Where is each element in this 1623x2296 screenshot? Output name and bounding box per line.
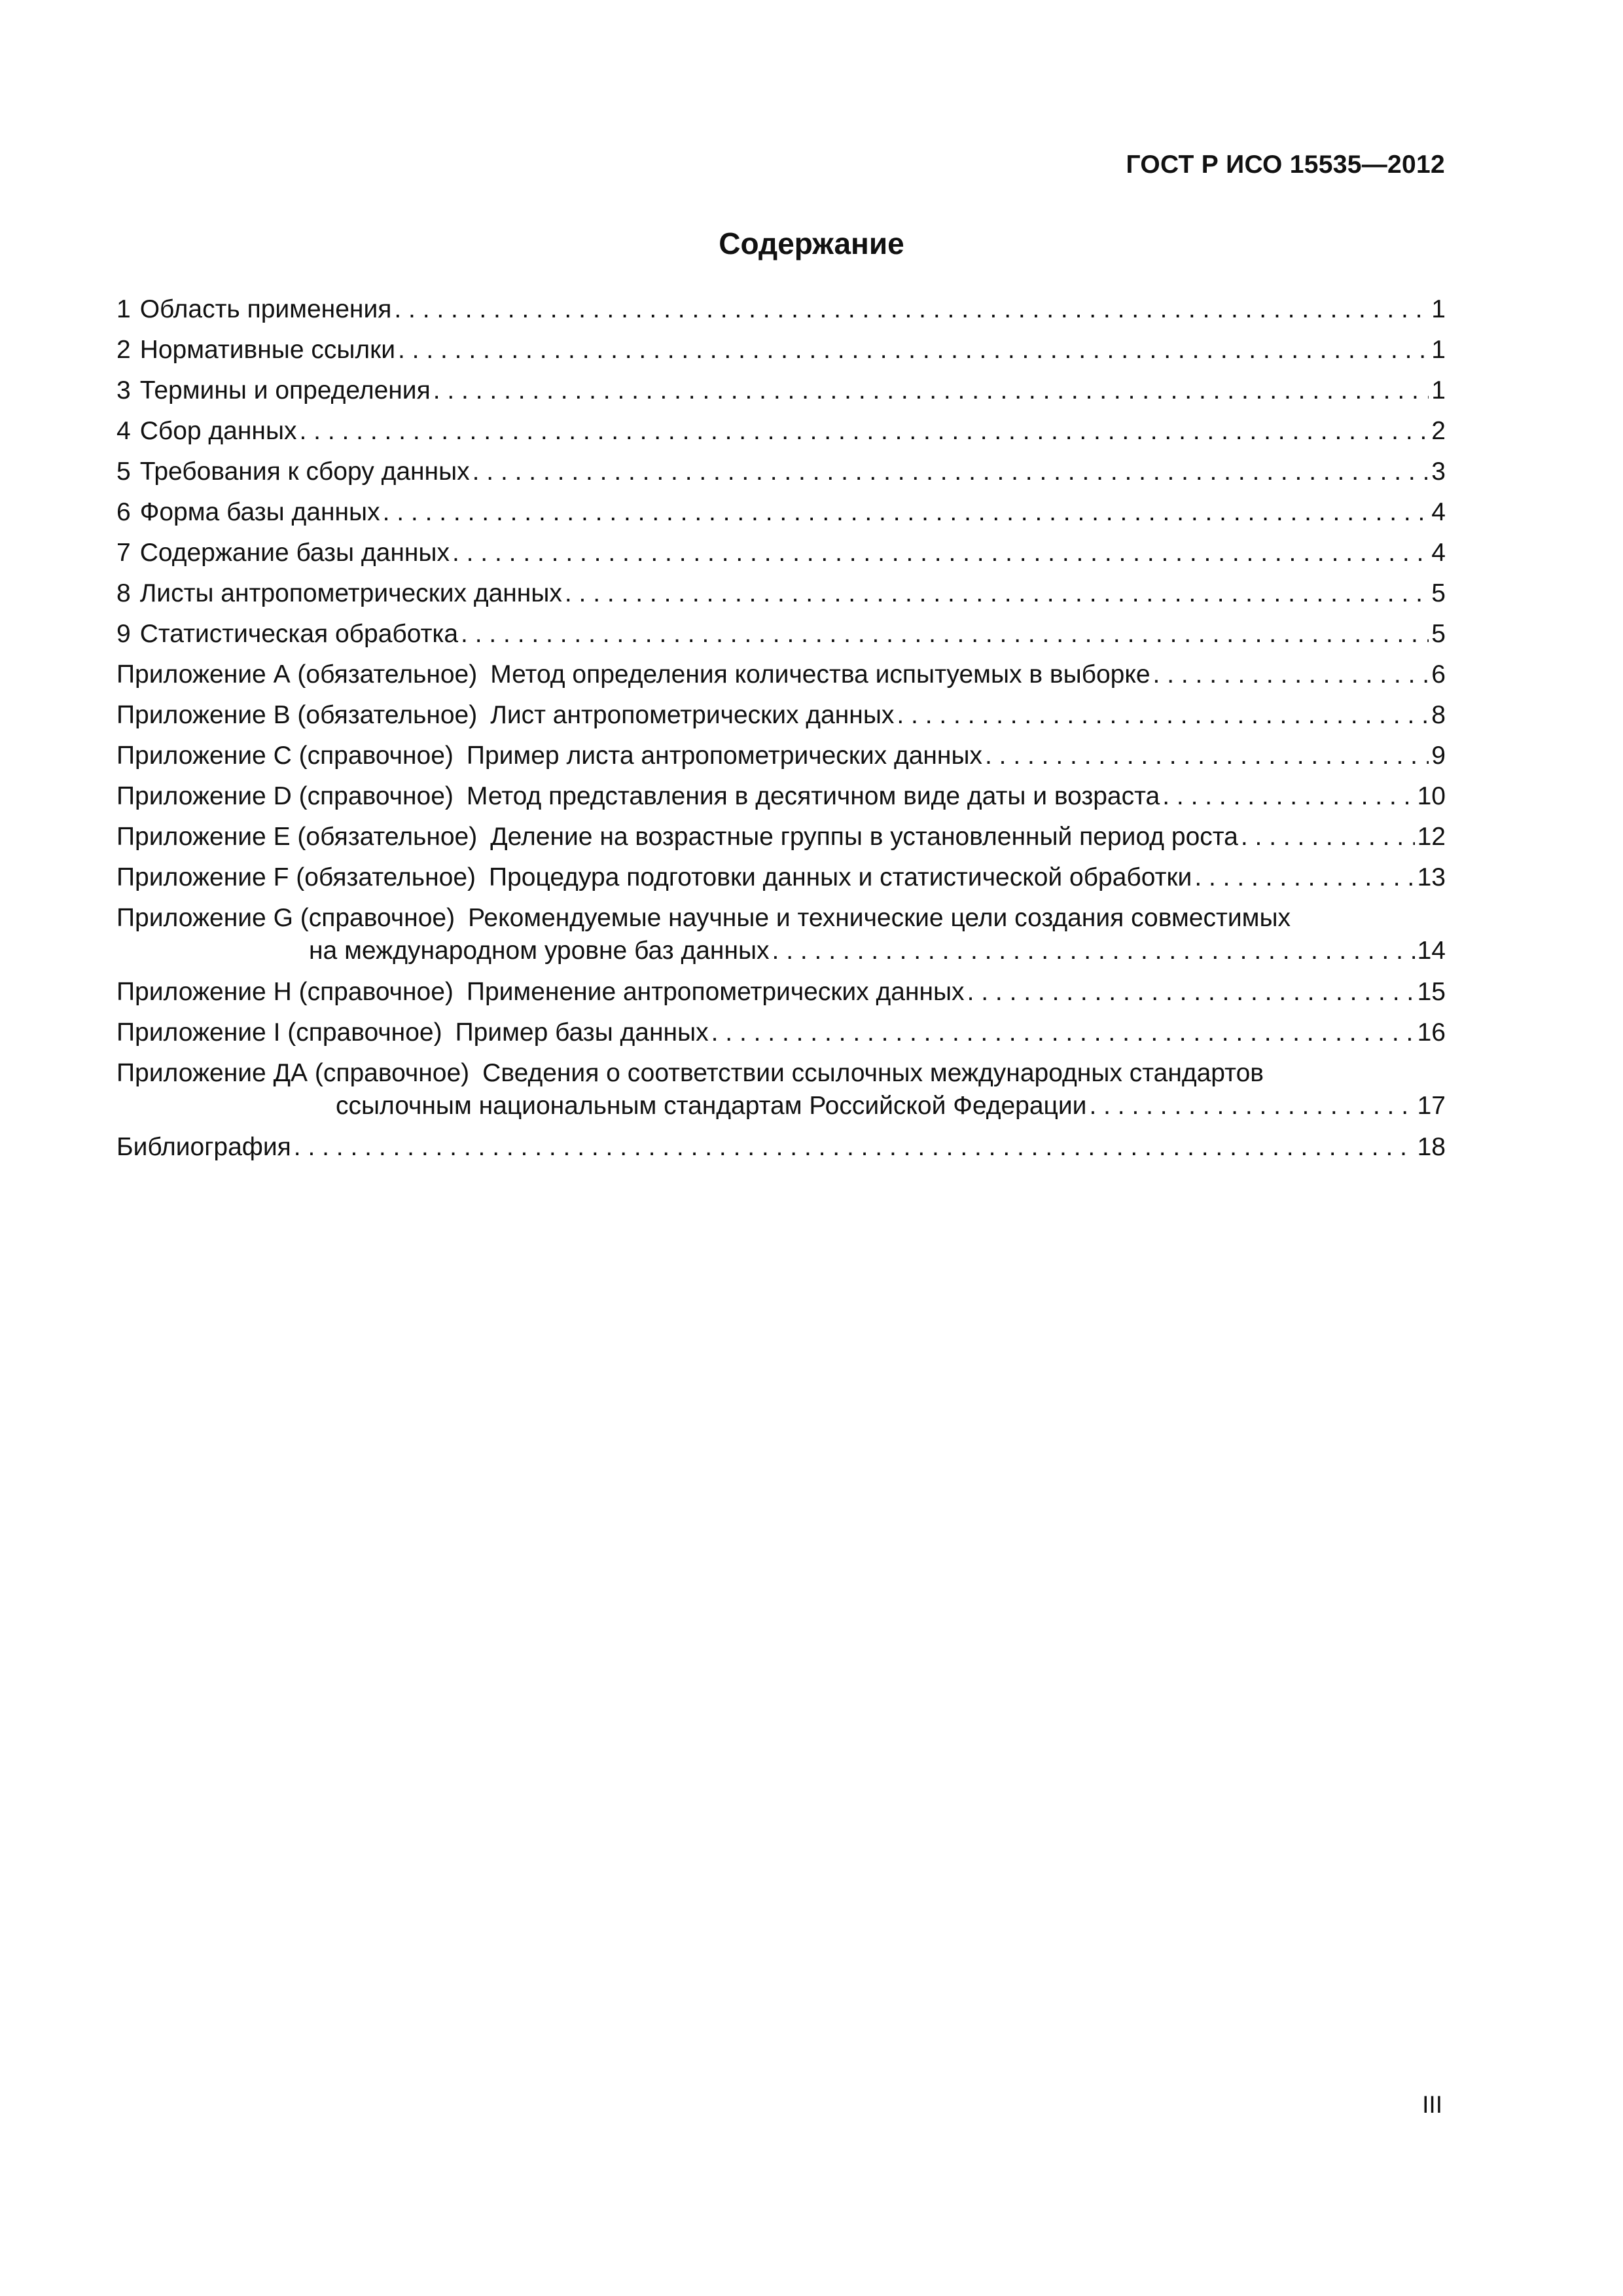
annex-page: 6	[1431, 660, 1446, 689]
entry-page: 1	[1431, 295, 1446, 323]
toc-annex-entry[interactable]	[116, 1016, 1446, 1057]
entry-title: Нормативные ссылки	[139, 336, 395, 364]
dot-leader	[1162, 780, 1414, 813]
annex-designation: Приложение I (справочное)	[116, 1018, 442, 1047]
toc-entry[interactable]	[116, 456, 1446, 496]
toc-annex-entry[interactable]	[116, 861, 1446, 902]
toc-annex-entry[interactable]	[116, 740, 1446, 780]
entry-number: 5	[116, 457, 131, 486]
entry-number: 8	[116, 579, 131, 607]
annex-title: Метод представления в десятичном виде даты и возраста	[466, 782, 1160, 810]
annex-page: 16	[1417, 1018, 1446, 1047]
dot-leader	[985, 740, 1429, 772]
toc-title: Содержание	[719, 226, 904, 260]
entry-title: Сбор данных	[139, 417, 297, 445]
toc-entry[interactable]	[116, 577, 1446, 618]
bibliography-title: Библиография	[116, 1133, 291, 1161]
entry-title: Содержание базы данных	[139, 539, 450, 567]
dot-leader	[299, 415, 1429, 448]
dot-leader	[772, 935, 1415, 967]
entry-page: 2	[1431, 417, 1446, 445]
toc-entry[interactable]	[116, 293, 1446, 334]
annex-designation: Приложение Е (обязательное)	[116, 823, 478, 851]
annex-title: Лист антропометрических данных	[490, 701, 895, 729]
toc-annex-entry[interactable]	[116, 902, 1446, 976]
bibliography-page: 18	[1417, 1133, 1446, 1161]
entry-page: 4	[1431, 539, 1446, 567]
dot-leader	[383, 496, 1429, 529]
dot-leader	[398, 334, 1429, 367]
toc-annex-entry[interactable]	[116, 821, 1446, 861]
toc-annex-entry[interactable]	[116, 1057, 1446, 1131]
dot-leader	[294, 1131, 1415, 1164]
entry-title: Область применения	[139, 295, 392, 323]
annex-title: Применение антропометрических данных	[466, 978, 965, 1006]
dot-leader	[473, 456, 1429, 488]
entry-number: 3	[116, 376, 131, 404]
annex-page: 12	[1417, 823, 1446, 851]
entry-title: Термины и определения	[139, 376, 431, 404]
annex-page: 14	[1417, 937, 1446, 965]
annex-page: 15	[1417, 978, 1446, 1006]
dot-leader	[1241, 821, 1415, 853]
entry-title: Листы антропометрических данных	[139, 579, 562, 607]
toc-annex-entry[interactable]	[116, 699, 1446, 740]
toc-annex-entry[interactable]	[116, 780, 1446, 821]
annex-designation: Приложение F (обязательное)	[116, 863, 476, 891]
toc-entry[interactable]	[116, 415, 1446, 456]
entry-number: 1	[116, 295, 131, 323]
table-of-contents	[116, 293, 1446, 1172]
entry-page: 3	[1431, 457, 1446, 486]
toc-entry[interactable]	[116, 496, 1446, 537]
annex-title-continuation: ссылочным национальным стандартам Российской Федерации	[336, 1092, 1087, 1120]
annex-title-continuation: на международном уровне баз данных	[309, 937, 770, 965]
page-number: III	[1422, 2091, 1442, 2118]
entry-page: 4	[1431, 498, 1446, 526]
toc-entry[interactable]	[116, 537, 1446, 577]
dot-leader	[1089, 1090, 1414, 1122]
annex-page: 9	[1431, 742, 1446, 770]
annex-designation: Приложение ДА (справочное)	[116, 1059, 470, 1087]
entry-number: 4	[116, 417, 131, 445]
entry-number: 9	[116, 620, 131, 648]
dot-leader	[1194, 861, 1414, 894]
entry-title: Требования к сбору данных	[139, 457, 470, 486]
annex-title: Пример базы данных	[455, 1018, 709, 1047]
annex-title: Сведения о соответствии ссылочных международных стандартов	[482, 1059, 1264, 1087]
entry-page: 1	[1431, 376, 1446, 404]
dot-leader	[1153, 658, 1429, 691]
annex-page: 10	[1417, 782, 1446, 810]
annex-designation: Приложение С (справочное)	[116, 742, 454, 770]
toc-bibliography-entry[interactable]	[116, 1131, 1446, 1172]
toc-annex-entry[interactable]	[116, 976, 1446, 1016]
annex-designation: Приложение D (справочное)	[116, 782, 454, 810]
annex-page: 17	[1417, 1092, 1446, 1120]
document-code: ГОСТ Р ИСО 15535—2012	[1126, 151, 1445, 179]
entry-page: 5	[1431, 579, 1446, 607]
annex-page: 13	[1417, 863, 1446, 891]
annex-designation: Приложение А (обязательное)	[116, 660, 478, 689]
annex-title: Процедура подготовки данных и статистической обработки	[489, 863, 1192, 891]
dot-leader	[897, 699, 1429, 732]
annex-page: 8	[1431, 701, 1446, 729]
entry-page: 1	[1431, 336, 1446, 364]
annex-title: Рекомендуемые научные и технические цели создания совместимых	[468, 904, 1291, 932]
entry-title: Статистическая обработка	[139, 620, 459, 648]
toc-annex-entry[interactable]	[116, 658, 1446, 699]
entry-page: 5	[1431, 620, 1446, 648]
dot-leader	[452, 537, 1429, 569]
dot-leader	[433, 374, 1429, 407]
entry-number: 6	[116, 498, 131, 526]
annex-title: Пример листа антропометрических данных	[466, 742, 982, 770]
entry-number: 2	[116, 336, 131, 364]
annex-designation: Приложение Н (справочное)	[116, 978, 454, 1006]
dot-leader	[394, 293, 1429, 326]
toc-entry[interactable]	[116, 334, 1446, 374]
dot-leader	[461, 618, 1429, 651]
annex-title: Метод определения количества испытуемых в выборке	[490, 660, 1150, 689]
dot-leader	[967, 976, 1415, 1009]
annex-title: Деление на возрастные группы в установленный период роста	[490, 823, 1238, 851]
dot-leader	[565, 577, 1429, 610]
toc-entry[interactable]	[116, 618, 1446, 658]
entry-number: 7	[116, 539, 131, 567]
annex-designation: Приложение G (справочное)	[116, 904, 455, 932]
entry-title: Форма базы данных	[139, 498, 380, 526]
toc-entry[interactable]	[116, 374, 1446, 415]
dot-leader	[711, 1016, 1415, 1049]
annex-designation: Приложение В (обязательное)	[116, 701, 478, 729]
